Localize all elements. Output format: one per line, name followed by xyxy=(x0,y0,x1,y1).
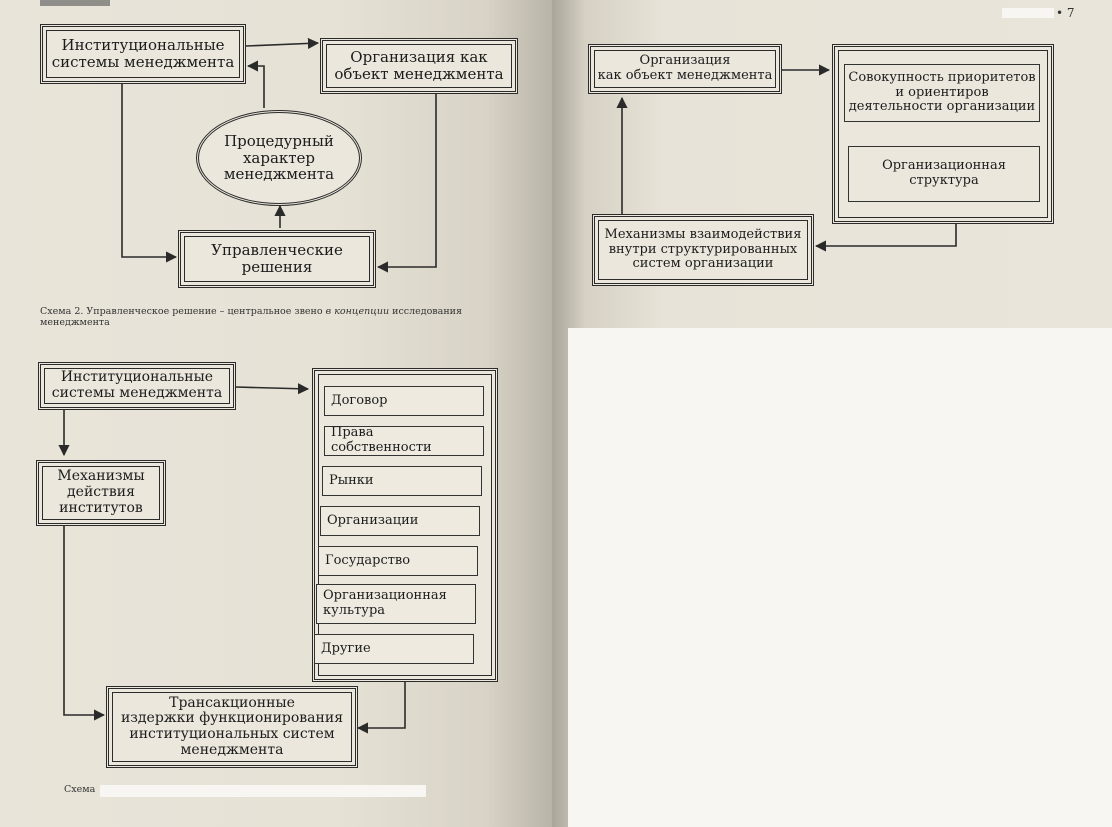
organization-object-box-right: Организация как объект менеджмента xyxy=(588,44,782,94)
caption2-suffix: исследования менеджмента xyxy=(40,306,462,329)
procedural-ellipse: Процедурный характер менеджмента xyxy=(196,110,362,206)
list-item-org-culture: Организационная культура xyxy=(316,584,476,624)
arrow-mech-to-trans xyxy=(64,526,104,715)
institutional-systems-box-2: Институциональные системы менеджмента xyxy=(38,362,236,410)
management-decisions-box: Управленческие решения xyxy=(178,230,376,288)
caption2-prefix: Схема 2. Управленческое решение – центральное звено xyxy=(40,306,323,317)
scheme3-caption: Схема xyxy=(64,784,96,795)
organization-object-box: Организация как объект менеджмента xyxy=(320,38,518,94)
list-item-property-rights: Права собственности xyxy=(324,426,484,456)
redacted-caption xyxy=(100,785,426,797)
arrow-org-to-dec xyxy=(378,92,436,267)
arrow-inst-to-org xyxy=(246,43,318,46)
transaction-costs-box: Трансакционные издержки функционирования институциональных систем менеджмента xyxy=(106,686,358,768)
list-item-contract: Договор xyxy=(324,386,484,416)
arrow-proc-to-inst xyxy=(248,66,264,108)
scheme2-caption xyxy=(40,306,510,329)
interaction-mechanisms-box: Механизмы взаимодействия внутри структурированных систем организации xyxy=(592,214,814,286)
institution-mechanisms-box: Механизмы действия институтов xyxy=(36,460,166,526)
list-item-others: Другие xyxy=(314,634,474,664)
arrow-frame-to-mechanisms xyxy=(816,224,956,246)
arrow-list-to-trans xyxy=(358,682,405,728)
list-item-state: Государство xyxy=(318,546,478,576)
arrow-inst-to-dec xyxy=(122,84,176,257)
right-page xyxy=(552,0,1112,827)
priorities-box: Совокупность приоритетов и ориентиров деятельности организации xyxy=(844,64,1040,122)
list-item-organizations: Организации xyxy=(320,506,480,536)
institutional-systems-box: Институциональные системы менеджмента xyxy=(40,24,246,84)
redacted-text-block xyxy=(568,328,1112,827)
arrow-inst3-to-list xyxy=(236,387,308,389)
org-structure-box: Организационная структура xyxy=(848,146,1040,202)
page-number: • 7 xyxy=(1056,6,1075,20)
list-item-markets: Рынки xyxy=(322,466,482,496)
caption2-italic: в концепции xyxy=(325,306,390,317)
left-page xyxy=(0,0,552,827)
